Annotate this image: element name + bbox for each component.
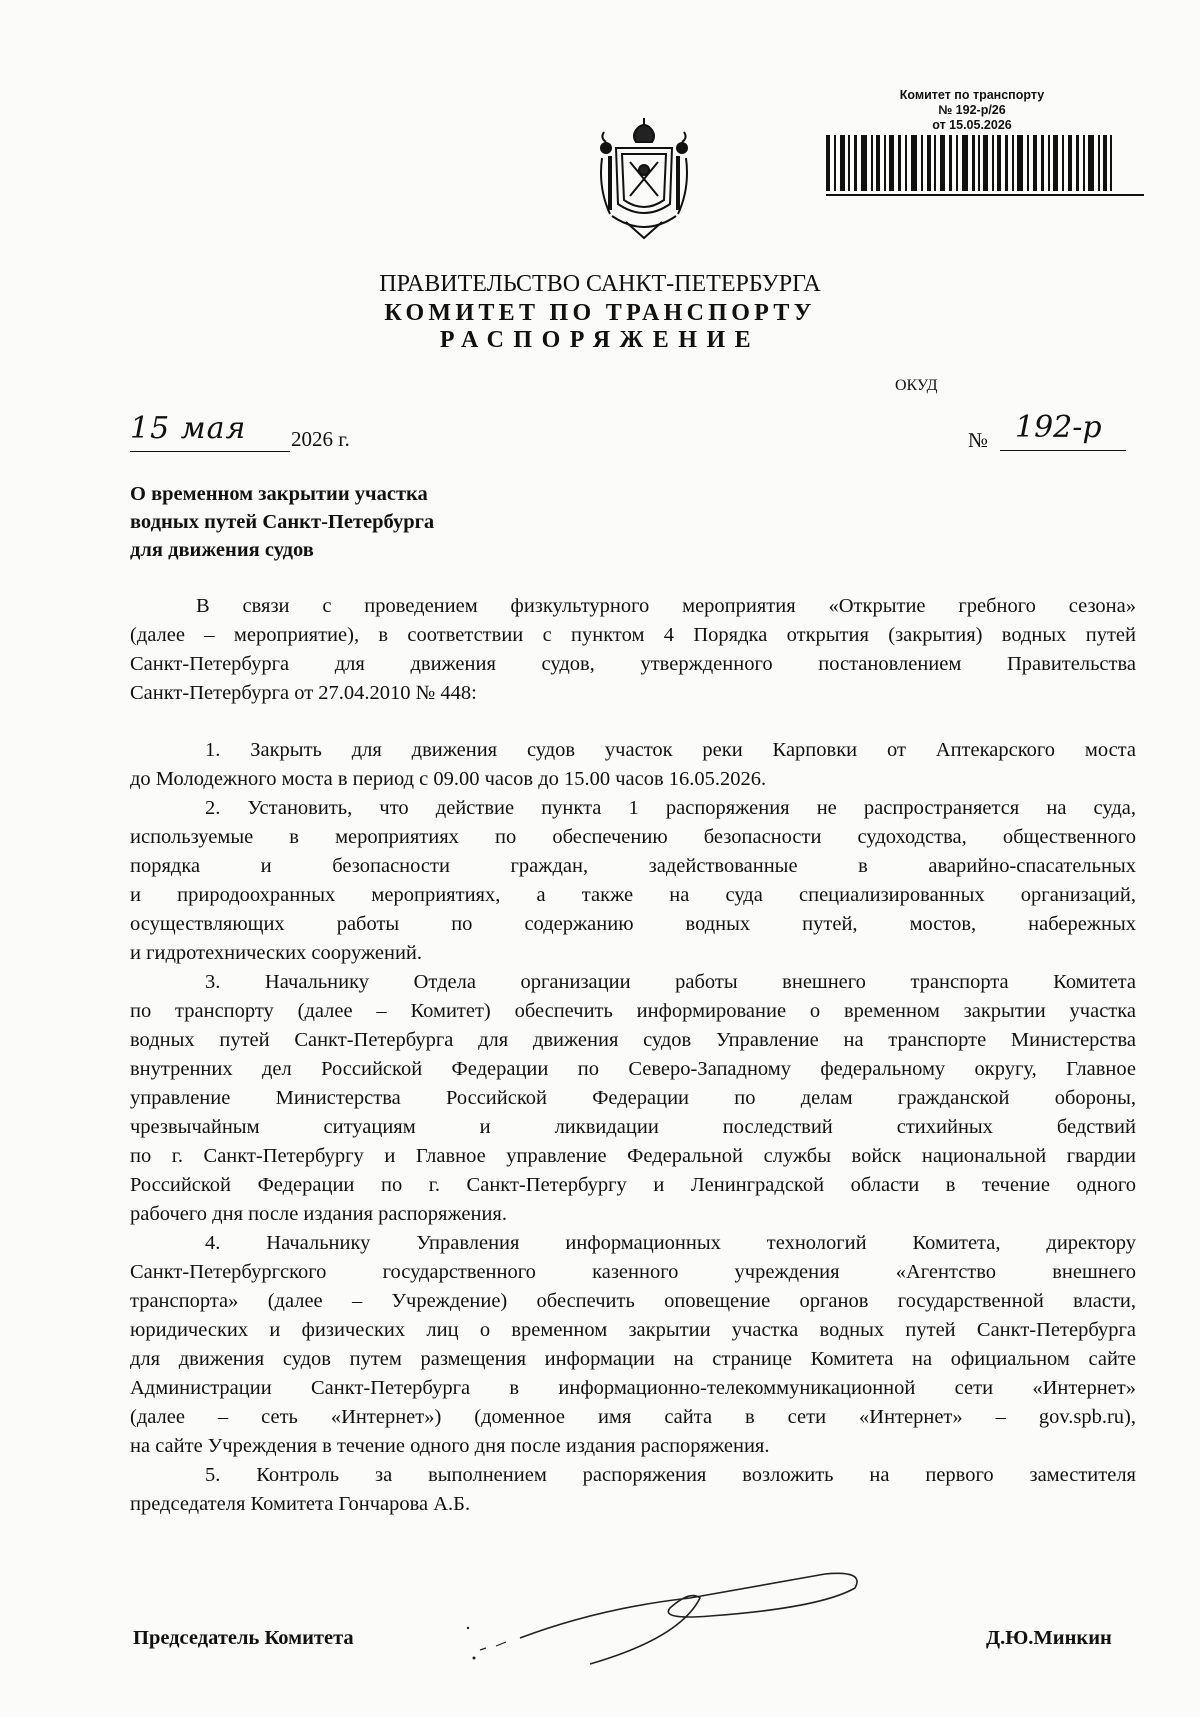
paragraph-2-line: порядка и безопасности граждан, задействованные в аварийно-спасательных xyxy=(130,855,1136,877)
preamble-line: (далее – мероприятие), в соответствии с пунктом 4 Порядка открытия (закрытия) водных путей xyxy=(130,624,1136,646)
paragraph-5-line: 5. Контроль за выполнением распоряжения возложить на первого заместителя xyxy=(205,1464,1136,1486)
paragraph-4-line: (далее – сеть «Интернет») (доменное имя сайта в сети «Интернет» – gov.spb.ru), xyxy=(130,1406,1136,1428)
paragraph-1-line: до Молодежного моста в период с 09.00 часов до 15.00 часов 16.05.2026. xyxy=(130,768,767,790)
handwritten-number: 192-р xyxy=(1015,410,1102,445)
registration-number: № 192-р/26 xyxy=(938,103,1006,117)
preamble-line: В связи с проведением физкультурного мероприятия «Открытие гребного сезона» xyxy=(196,595,1136,617)
registration-line: Комитет по транспорту xyxy=(899,88,1045,102)
barcode xyxy=(826,135,1144,197)
paragraph-3-line: 3. Начальнику Отдела организации работы внешнего транспорта Комитета xyxy=(205,971,1136,993)
paragraph-3-line: чрезвычайным ситуациям и ликвидации последствий стихийных бедствий xyxy=(130,1116,1136,1138)
paragraph-4-line: Санкт-Петербургского государственного казенного учреждения «Агентство внешнего xyxy=(130,1261,1136,1283)
paragraph-3-line: Российской Федерации по г. Санкт-Петербургу и Ленинградской области в течение одного xyxy=(130,1174,1136,1196)
paragraph-3-line: по транспорту (далее – Комитет) обеспечить информирование о временном закрытии участка xyxy=(130,1000,1136,1022)
number-label: № xyxy=(968,428,989,452)
paragraph-2-line: осуществляющих работы по содержанию водных путей, мостов, набережных xyxy=(130,913,1136,935)
subject-line: О временном закрытии участка xyxy=(130,483,428,505)
signatory-name: Д.Ю.Минкин xyxy=(986,1627,1112,1649)
paragraph-4-line: на сайте Учреждения в течение одного дня после издания распоряжения. xyxy=(130,1435,770,1457)
coat-of-arms-emblem xyxy=(596,118,692,242)
document-type-title: РАСПОРЯЖЕНИЕ xyxy=(439,327,761,353)
paragraph-2-line: 2. Установить, что действие пункта 1 распоряжения не распространяется на суда, xyxy=(205,797,1136,819)
registration-stamp xyxy=(872,88,1072,133)
paragraph-3-line: по г. Санкт-Петербургу и Главное управление Федеральной службы войск национальной гвардии xyxy=(130,1145,1136,1167)
number-underline xyxy=(1000,450,1126,451)
handwritten-signature xyxy=(460,1568,880,1668)
paragraph-3-line: водных путей Санкт-Петербурга для движения судов Управление на транспорте Министерства xyxy=(130,1029,1136,1051)
signatory-position: Председатель Комитета xyxy=(133,1627,354,1649)
paragraph-5-line: председателя Комитета Гончарова А.Б. xyxy=(130,1493,471,1515)
subject-line: водных путей Санкт-Петербурга xyxy=(130,511,435,533)
paragraph-3-line: рабочего дня после издания распоряжения. xyxy=(130,1203,507,1225)
paragraph-2-line: и природоохранных мероприятиях, а также на суда специализированных организаций, xyxy=(130,884,1136,906)
paragraph-1-line: 1. Закрыть для движения судов участок реки Карповки от Аптекарского моста xyxy=(205,739,1136,761)
subject-line: для движения судов xyxy=(130,539,314,561)
date-underline xyxy=(130,451,290,452)
document-subject xyxy=(130,480,434,564)
registration-date: от 15.05.2026 xyxy=(932,118,1012,132)
paragraph-3-line: управление Министерства Российской Федерации по делам гражданской обороны, xyxy=(130,1087,1136,1109)
preamble-line: Санкт-Петербурга для движения судов, утвержденного постановлением Правительства xyxy=(130,653,1136,675)
committee-title: КОМИТЕТ ПО ТРАНСПОРТУ xyxy=(384,300,816,326)
paragraph-4-line: юридических и физических лиц о временном закрытии участка водных путей Санкт-Петербурга xyxy=(130,1319,1136,1341)
okud-label: ОКУД xyxy=(895,377,938,394)
paragraph-4-line: для движения судов путем размещения информации на странице Комитета на официальном сайте xyxy=(130,1348,1136,1370)
paragraph-2-line: и гидротехнических сооружений. xyxy=(130,942,423,964)
paragraph-4-line: 4. Начальнику Управления информационных технологий Комитета, директору xyxy=(205,1232,1136,1254)
preamble-line: Санкт-Петербурга от 27.04.2010 № 448: xyxy=(130,682,477,704)
date-year: 2026 г. xyxy=(291,427,350,451)
paragraph-4-line: Администрации Санкт-Петербурга в информационно-телекоммуникационной сети «Интернет» xyxy=(130,1377,1136,1399)
handwritten-date: 15 мая xyxy=(130,411,247,446)
paragraph-2-line: используемые в мероприятиях по обеспечению безопасности судоходства, общественного xyxy=(130,826,1136,848)
government-title: ПРАВИТЕЛЬСТВО САНКТ-ПЕТЕРБУРГА xyxy=(379,271,821,297)
paragraph-3-line: внутренних дел Российской Федерации по Северо-Западному федеральному округу, Главное xyxy=(130,1058,1136,1080)
paragraph-4-line: транспорта» (далее – Учреждение) обеспечить оповещение органов государственной власти, xyxy=(130,1290,1136,1312)
